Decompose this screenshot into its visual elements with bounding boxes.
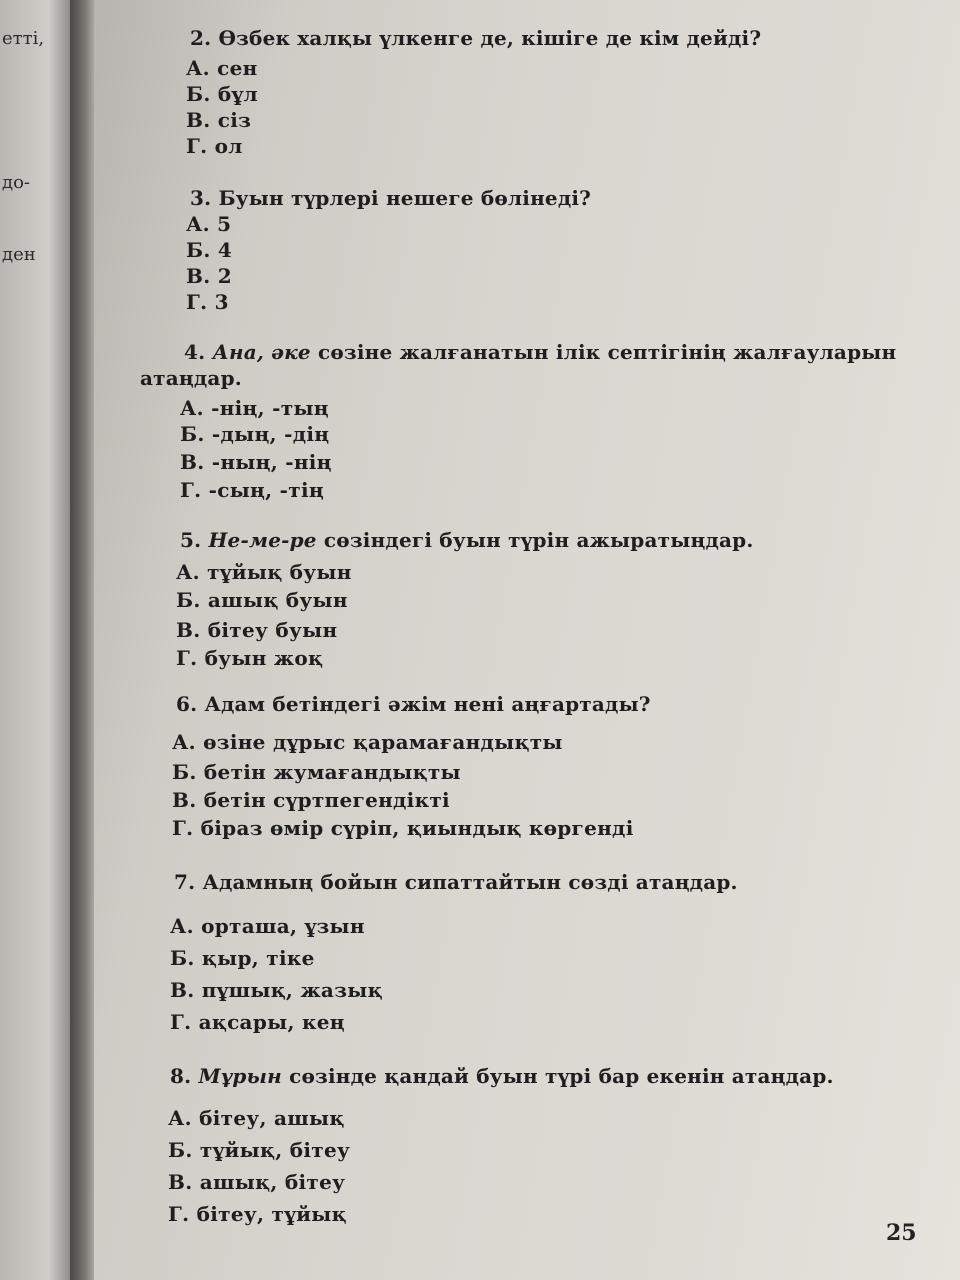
option: А. бітеу, ашық [168, 1106, 345, 1130]
question-5 [180, 526, 754, 555]
left-page-edge [0, 0, 70, 1280]
question-text: Адам бетіндегі әжім нені аңғартады? [204, 692, 651, 716]
option: Б. ашық буын [176, 588, 348, 612]
option: А. орташа, ұзын [170, 914, 365, 938]
option: В. сіз [186, 108, 252, 132]
question-2 [190, 24, 761, 53]
option: А. сен [186, 56, 258, 80]
option: Б. 4 [186, 238, 233, 262]
question-keyword: Ана, әке [212, 340, 311, 364]
option: Г. 3 [186, 290, 229, 314]
option: Г. буын жоқ [176, 646, 324, 670]
question-keyword: Не-ме-ре [208, 528, 317, 552]
book-gutter [70, 0, 94, 1280]
option: А. тұйық буын [176, 560, 352, 584]
option: В. 2 [186, 264, 232, 288]
page-number: 25 [886, 1220, 917, 1246]
option: А. 5 [186, 212, 232, 236]
left-page-fragment: етті, [2, 28, 45, 49]
option: В. бітеу буын [176, 618, 338, 642]
book-page [94, 0, 960, 1280]
option: В. -ның, -нің [180, 450, 332, 474]
question-text: Өзбек халқы үлкенге де, кішіге де кім дейді? [218, 26, 762, 50]
option: Б. қыр, тіке [170, 946, 315, 970]
option: Б. бетін жумағандықты [172, 760, 461, 784]
option: Г. -сың, -тің [180, 478, 324, 502]
option: В. пұшық, жазық [170, 978, 383, 1002]
question-number: 3. [190, 186, 212, 210]
question-text: сөзінде қандай буын түрі бар екенін атаңдар. [289, 1064, 834, 1088]
option: Б. тұйық, бітеу [168, 1138, 351, 1162]
question-number: 2. [190, 26, 212, 50]
question-8 [170, 1062, 834, 1091]
question-text: сөзіндегі буын түрін ажыратыңдар. [323, 528, 754, 552]
option: В. бетін сүртпегендікті [172, 788, 450, 812]
option: В. ашық, бітеу [168, 1170, 346, 1194]
question-4 [184, 338, 896, 367]
option: Б. бұл [186, 82, 258, 106]
question-3 [190, 184, 591, 213]
option: Г. біраз өмір сүріп, қиындық көргенді [172, 816, 634, 840]
question-keyword: Мұрын [198, 1064, 282, 1088]
left-page-fragment: ден [2, 244, 36, 265]
question-number: 4. [184, 340, 206, 364]
question-number: 6. [176, 692, 198, 716]
question-text: сөзіне жалғанатын ілік септігінің жалғауларын [317, 340, 897, 364]
question-text: Буын түрлері нешеге бөлінеді? [218, 186, 592, 210]
question-6 [176, 690, 651, 719]
question-number: 7. [174, 870, 196, 894]
question-list [94, 0, 960, 1280]
question-number: 8. [170, 1064, 192, 1088]
option: Г. ол [186, 134, 243, 158]
question-text: Адамның бойын сипаттайтын сөзді атаңдар. [202, 870, 738, 894]
question-4-continuation: атаңдар. [140, 366, 242, 390]
question-7 [174, 868, 738, 897]
question-number: 5. [180, 528, 202, 552]
option: Г. ақсары, кең [170, 1010, 345, 1034]
option: Г. бітеу, тұйық [168, 1202, 347, 1226]
option: А. -нің, -тың [180, 396, 329, 420]
option: А. өзіне дұрыс қарамағандықты [172, 730, 563, 754]
option: Б. -дың, -дің [180, 422, 330, 446]
left-page-fragment: до- [2, 172, 31, 193]
